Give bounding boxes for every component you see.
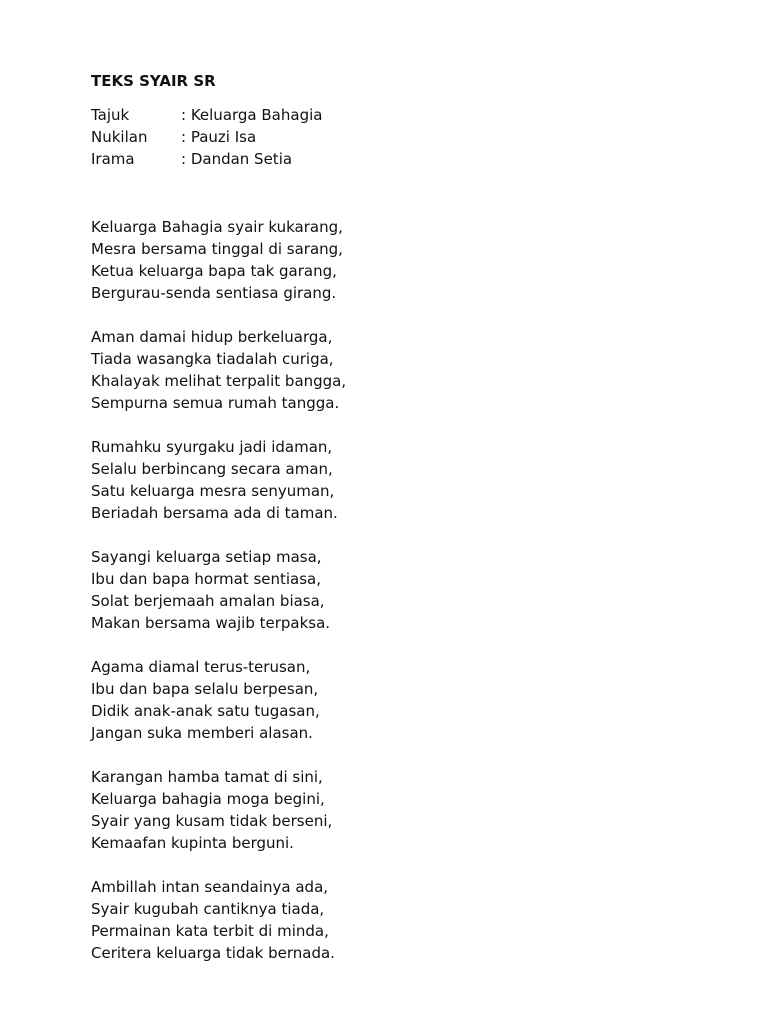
poem-line: Kemaafan kupinta berguni. <box>91 834 294 852</box>
poem-line: Beriadah bersama ada di taman. <box>91 504 338 522</box>
meta-value: : Pauzi Isa <box>181 128 257 146</box>
poem-metadata <box>91 104 731 170</box>
poem-line: Keluarga bahagia moga begini, <box>91 790 325 808</box>
poem-line: Rumahku syurgaku jadi idaman, <box>91 438 333 456</box>
poem-line: Bergurau-senda sentiasa girang. <box>91 284 337 302</box>
poem-line: Aman damai hidup berkeluarga, <box>91 328 333 346</box>
meta-label: Irama <box>91 150 135 168</box>
stanza <box>91 876 731 964</box>
document-title: TEKS SYAIR SR <box>91 72 216 90</box>
meta-row-melody <box>91 148 731 170</box>
meta-label: Tajuk <box>91 106 130 124</box>
stanza <box>91 546 731 634</box>
poem-line: Keluarga Bahagia syair kukarang, <box>91 218 343 236</box>
stanza <box>91 436 731 524</box>
stanza <box>91 656 731 744</box>
poem-line: Syair yang kusam tidak berseni, <box>91 812 333 830</box>
poem-line: Makan bersama wajib terpaksa. <box>91 614 331 632</box>
poem-line: Ibu dan bapa selalu berpesan, <box>91 680 319 698</box>
meta-label: Nukilan <box>91 128 148 146</box>
meta-value: : Dandan Setia <box>181 150 293 168</box>
stanza <box>91 326 731 414</box>
poem-line: Tiada wasangka tiadalah curiga, <box>91 350 334 368</box>
poem-line: Ceritera keluarga tidak bernada. <box>91 944 335 962</box>
poem-line: Solat berjemaah amalan biasa, <box>91 592 325 610</box>
poem-line: Didik anak-anak satu tugasan, <box>91 702 320 720</box>
poem-body <box>91 216 731 964</box>
meta-value: : Keluarga Bahagia <box>181 106 323 124</box>
stanza <box>91 766 731 854</box>
stanza <box>91 216 731 304</box>
poem-line: Agama diamal terus-terusan, <box>91 658 311 676</box>
poem-line: Permainan kata terbit di minda, <box>91 922 329 940</box>
poem-line: Sempurna semua rumah tangga. <box>91 394 340 412</box>
poem-line: Sayangi keluarga setiap masa, <box>91 548 322 566</box>
poem-line: Selalu berbincang secara aman, <box>91 460 333 478</box>
poem-line: Jangan suka memberi alasan. <box>91 724 313 742</box>
poem-line: Ambillah intan seandainya ada, <box>91 878 329 896</box>
poem-line: Satu keluarga mesra senyuman, <box>91 482 335 500</box>
poem-line: Karangan hamba tamat di sini, <box>91 768 323 786</box>
poem-line: Ibu dan bapa hormat sentiasa, <box>91 570 322 588</box>
poem-line: Mesra bersama tinggal di sarang, <box>91 240 343 258</box>
document-page <box>91 70 731 986</box>
poem-line: Ketua keluarga bapa tak garang, <box>91 262 337 280</box>
meta-row-title <box>91 104 731 126</box>
meta-row-author <box>91 126 731 148</box>
poem-line: Khalayak melihat terpalit bangga, <box>91 372 347 390</box>
poem-line: Syair kugubah cantiknya tiada, <box>91 900 325 918</box>
